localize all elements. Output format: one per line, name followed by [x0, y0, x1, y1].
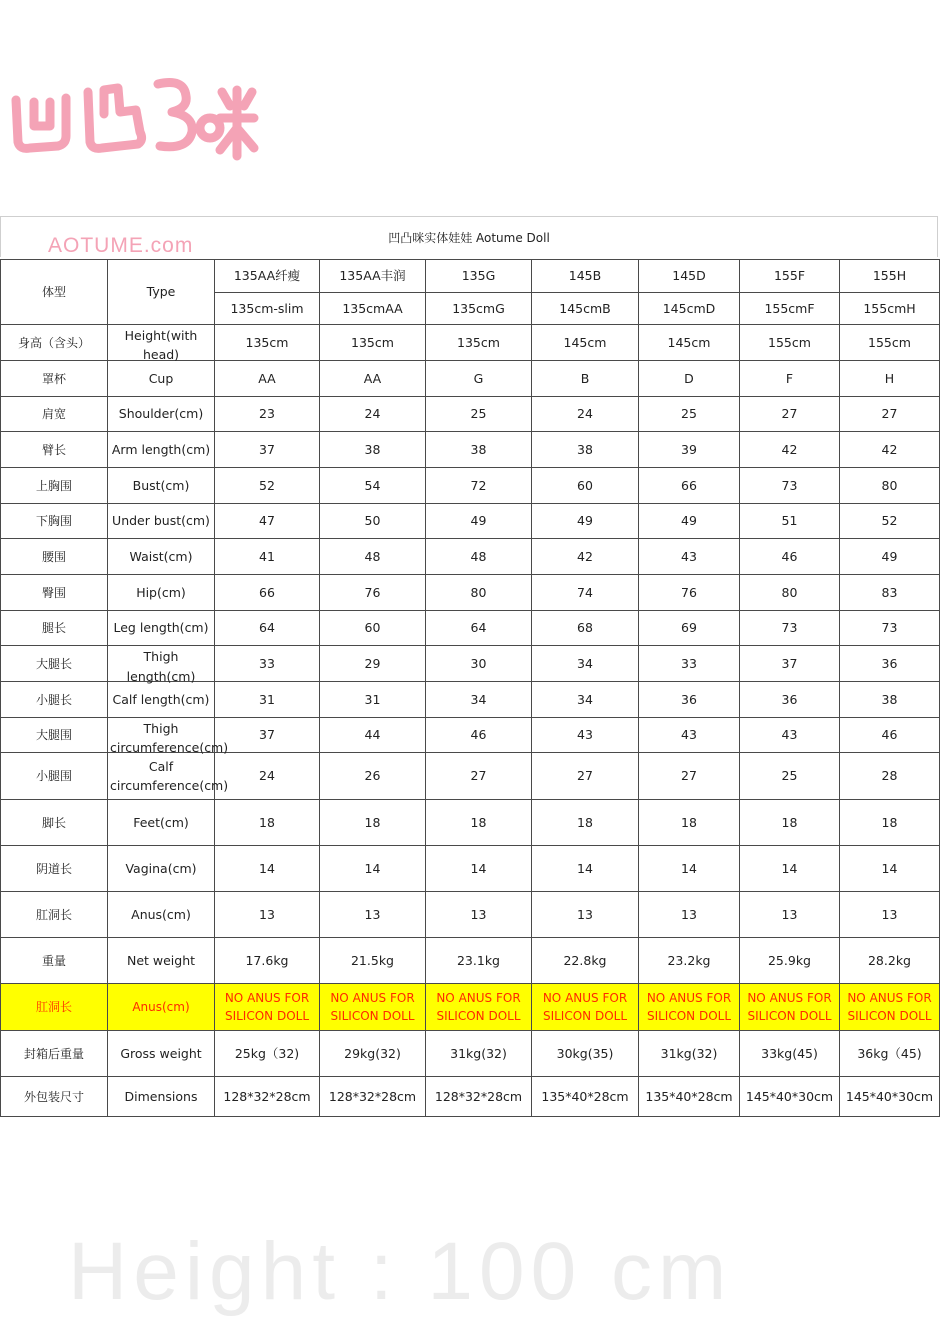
row-label-en: [108, 432, 215, 468]
cell-value: 29: [320, 646, 426, 682]
row-label-cn: 外包装尺寸: [1, 1077, 108, 1117]
row-label-en: [108, 539, 215, 575]
watermark: Height : 100 cm: [68, 1226, 733, 1317]
cell-value: 14: [532, 846, 639, 892]
cell-value: 37: [740, 646, 840, 682]
cell-value: 135*40*28cm: [532, 1077, 639, 1117]
row-label-en-text: Anus(cm): [132, 1000, 190, 1014]
header-row: [1, 260, 940, 293]
cell-value: 64: [215, 611, 320, 646]
header-model-sub: 135cm-slim: [215, 293, 320, 325]
header-model-sub: 135cmG: [426, 293, 532, 325]
row-label-en-text: Dimensions: [124, 1088, 198, 1104]
cell-value: 18: [320, 800, 426, 846]
row-label-en: [108, 938, 215, 984]
row-label-cn: 罩杯: [1, 361, 108, 397]
cell-value: 69: [639, 611, 740, 646]
row-label-en-text: Height(with head): [124, 327, 198, 362]
cell-value: NO ANUS FOR SILICON DOLL: [426, 984, 532, 1031]
cell-value: 33: [215, 646, 320, 682]
table-row: [1, 682, 940, 718]
row-label-cn: 小腿长: [1, 682, 108, 718]
cell-value: F: [740, 361, 840, 397]
cell-value: 44: [320, 718, 426, 753]
table-row: [1, 938, 940, 984]
cell-value: 74: [532, 575, 639, 611]
cell-value: B: [532, 361, 639, 397]
row-label-cn: 阴道长: [1, 846, 108, 892]
cell-value: NO ANUS FOR SILICON DOLL: [215, 984, 320, 1031]
row-label-en-text: Thigh circumference(cm): [110, 720, 229, 755]
row-label-cn: 臀围: [1, 575, 108, 611]
cell-value: 145*40*30cm: [840, 1077, 940, 1117]
cell-value: 28.2kg: [840, 938, 940, 984]
cell-value: 28: [840, 753, 940, 800]
row-label-en: [108, 504, 215, 539]
cell-value: 27: [840, 397, 940, 432]
cell-value: 23.2kg: [639, 938, 740, 984]
cell-value: 31kg(32): [639, 1031, 740, 1077]
row-label-cn: 肩宽: [1, 397, 108, 432]
cell-value: 46: [840, 718, 940, 753]
cell-value: 34: [532, 646, 639, 682]
row-label-en-text: Leg length(cm): [113, 620, 209, 635]
cell-value: NO ANUS FOR SILICON DOLL: [639, 984, 740, 1031]
cell-value: 38: [840, 682, 940, 718]
cell-value: 25: [639, 397, 740, 432]
cell-value: NO ANUS FOR SILICON DOLL: [840, 984, 940, 1031]
cell-value: 51: [740, 504, 840, 539]
cell-value: 48: [426, 539, 532, 575]
row-label-cn: 脚长: [1, 800, 108, 846]
row-label-en-text: Calf circumference(cm): [110, 759, 229, 793]
header-model: 135AA纤瘦: [215, 260, 320, 293]
cell-value: 60: [532, 468, 639, 504]
cell-value: NO ANUS FOR SILICON DOLL: [532, 984, 639, 1031]
cell-value: 42: [740, 432, 840, 468]
header-model-sub: 155cmF: [740, 293, 840, 325]
row-label-cn: 腿长: [1, 611, 108, 646]
cell-value: 66: [639, 468, 740, 504]
cell-value: 27: [426, 753, 532, 800]
cell-value: 13: [426, 892, 532, 938]
cell-value: 18: [840, 800, 940, 846]
table-row: [1, 984, 940, 1031]
cell-value: 155cm: [740, 325, 840, 361]
cell-value: 76: [639, 575, 740, 611]
row-label-en-text: Hip(cm): [136, 584, 186, 600]
cell-value: 13: [532, 892, 639, 938]
row-label-en: [108, 753, 229, 800]
cell-value: AA: [320, 361, 426, 397]
row-label-en-text: Calf length(cm): [112, 691, 210, 707]
cell-value: 80: [840, 468, 940, 504]
cell-value: 43: [532, 718, 639, 753]
row-label-en: [108, 468, 215, 504]
cell-value: AA: [215, 361, 320, 397]
table-row: [1, 892, 940, 938]
header-type-cn: 体型: [1, 260, 108, 325]
cell-value: 14: [215, 846, 320, 892]
cell-value: 27: [740, 397, 840, 432]
cell-value: 27: [532, 753, 639, 800]
row-label-en: [108, 984, 215, 1031]
row-label-cn: 肛洞长: [1, 984, 108, 1031]
row-label-cn: 臂长: [1, 432, 108, 468]
row-label-en: [108, 397, 215, 432]
header-model-sub: 155cmH: [840, 293, 940, 325]
cell-value: 128*32*28cm: [320, 1077, 426, 1117]
cell-value: 14: [840, 846, 940, 892]
cell-value: 31: [320, 682, 426, 718]
table-row: [1, 1031, 940, 1077]
cell-value: 14: [740, 846, 840, 892]
cell-value: 30kg(35): [532, 1031, 639, 1077]
cell-value: 145*40*30cm: [740, 1077, 840, 1117]
cell-value: 135cm: [320, 325, 426, 361]
brand-logo: [8, 70, 258, 257]
row-label-en-text: Feet(cm): [133, 814, 189, 830]
table-row: [1, 646, 940, 682]
row-label-cn: 小腿围: [1, 753, 108, 800]
table-row: [1, 539, 940, 575]
cell-value: 18: [215, 800, 320, 846]
cell-value: 38: [426, 432, 532, 468]
cell-value: 48: [320, 539, 426, 575]
cell-value: 80: [740, 575, 840, 611]
header-model-sub: 145cmD: [639, 293, 740, 325]
cell-value: 145cm: [639, 325, 740, 361]
row-label-en-text: Thigh length(cm): [126, 648, 196, 684]
cell-value: 13: [320, 892, 426, 938]
cell-value: 49: [426, 504, 532, 539]
cell-value: 36: [740, 682, 840, 718]
header-model: 155H: [840, 260, 940, 293]
cell-value: 68: [532, 611, 639, 646]
cell-value: D: [639, 361, 740, 397]
row-label-en: [108, 325, 215, 361]
cell-value: 66: [215, 575, 320, 611]
cell-value: 13: [740, 892, 840, 938]
header-model: 135AA丰润: [320, 260, 426, 293]
cell-value: 52: [840, 504, 940, 539]
cell-value: 46: [740, 539, 840, 575]
table-row: [1, 1077, 940, 1117]
cell-value: 37: [215, 718, 320, 753]
row-label-en-text: Arm length(cm): [111, 441, 211, 457]
table-row: [1, 504, 940, 539]
cell-value: 43: [639, 539, 740, 575]
row-label-en: [108, 1077, 215, 1117]
cell-value: 13: [215, 892, 320, 938]
cell-value: 42: [532, 539, 639, 575]
row-label-en-text: Vagina(cm): [125, 860, 197, 876]
cell-value: 73: [740, 611, 840, 646]
cell-value: 41: [215, 539, 320, 575]
table-row: [1, 325, 940, 361]
cell-value: 24: [320, 397, 426, 432]
cell-value: 64: [426, 611, 532, 646]
cell-value: 22.8kg: [532, 938, 639, 984]
row-label-cn: 重量: [1, 938, 108, 984]
logo-text: AOTUME.com: [48, 234, 194, 257]
cell-value: 50: [320, 504, 426, 539]
cell-value: 49: [532, 504, 639, 539]
row-label-en: [108, 800, 215, 846]
cell-value: 37: [215, 432, 320, 468]
table-row: [1, 718, 940, 753]
cell-value: 47: [215, 504, 320, 539]
cell-value: 17.6kg: [215, 938, 320, 984]
row-label-en: [108, 846, 215, 892]
cell-value: 38: [320, 432, 426, 468]
table-title: 凹凸咪实体娃娃 Aotume Doll: [0, 216, 938, 257]
row-label-en: [108, 892, 215, 938]
header-type-en: Type: [108, 260, 215, 325]
table-row: [1, 846, 940, 892]
header-model: 155F: [740, 260, 840, 293]
table-row: [1, 575, 940, 611]
cell-value: 42: [840, 432, 940, 468]
cell-value: 14: [639, 846, 740, 892]
cell-value: NO ANUS FOR SILICON DOLL: [320, 984, 426, 1031]
cell-value: 18: [426, 800, 532, 846]
cell-value: 43: [740, 718, 840, 753]
cell-value: 31: [215, 682, 320, 718]
cell-value: 25.9kg: [740, 938, 840, 984]
row-label-en: [108, 611, 215, 646]
cell-value: 25: [426, 397, 532, 432]
cell-value: 73: [840, 611, 940, 646]
row-label-en-text: Under bust(cm): [112, 513, 210, 528]
cell-value: 135cm: [426, 325, 532, 361]
cell-value: 73: [740, 468, 840, 504]
cell-value: 38: [532, 432, 639, 468]
cell-value: 76: [320, 575, 426, 611]
row-label-cn: 大腿长: [1, 646, 108, 682]
cell-value: 13: [840, 892, 940, 938]
cell-value: 60: [320, 611, 426, 646]
cell-value: 83: [840, 575, 940, 611]
row-label-en-text: Cup: [148, 370, 174, 386]
cell-value: 36: [639, 682, 740, 718]
row-label-en-text: Gross weight: [120, 1045, 202, 1061]
cell-value: 14: [320, 846, 426, 892]
cell-value: 27: [639, 753, 740, 800]
row-label-en: [108, 1031, 215, 1077]
cell-value: 80: [426, 575, 532, 611]
cell-value: 26: [320, 753, 426, 800]
table-row: [1, 468, 940, 504]
cell-value: 145cm: [532, 325, 639, 361]
row-label-en: [108, 646, 215, 682]
cell-value: 18: [532, 800, 639, 846]
aotume-logo-icon: [8, 70, 258, 165]
cell-value: 33: [639, 646, 740, 682]
row-label-cn: 肛洞长: [1, 892, 108, 938]
cell-value: 72: [426, 468, 532, 504]
cell-value: 155cm: [840, 325, 940, 361]
header-model: 145D: [639, 260, 740, 293]
row-label-cn: 下胸围: [1, 504, 108, 539]
table-row: [1, 361, 940, 397]
row-label-en-text: Anus(cm): [131, 906, 191, 922]
table-row: [1, 432, 940, 468]
header-model: 145B: [532, 260, 639, 293]
table-row: [1, 611, 940, 646]
cell-value: 36kg（45): [840, 1031, 940, 1077]
row-label-en-text: Net weight: [126, 952, 196, 968]
row-label-en: [108, 575, 215, 611]
row-label-en-text: Waist(cm): [129, 548, 193, 564]
cell-value: 128*32*28cm: [215, 1077, 320, 1117]
row-label-en: [108, 682, 215, 718]
table-row: [1, 397, 940, 432]
header-model: 135G: [426, 260, 532, 293]
cell-value: 30: [426, 646, 532, 682]
cell-value: 43: [639, 718, 740, 753]
row-label-cn: 腰围: [1, 539, 108, 575]
cell-value: 13: [639, 892, 740, 938]
cell-value: 23: [215, 397, 320, 432]
cell-value: 49: [639, 504, 740, 539]
header-model-sub: 135cmAA: [320, 293, 426, 325]
cell-value: 21.5kg: [320, 938, 426, 984]
cell-value: 33kg(45): [740, 1031, 840, 1077]
cell-value: 24: [532, 397, 639, 432]
cell-value: 135*40*28cm: [639, 1077, 740, 1117]
spec-table: [0, 259, 940, 1117]
header-model-sub: 145cmB: [532, 293, 639, 325]
cell-value: 29kg(32): [320, 1031, 426, 1077]
row-label-en: [108, 718, 229, 755]
cell-value: 24: [215, 753, 320, 800]
cell-value: G: [426, 361, 532, 397]
cell-value: 135cm: [215, 325, 320, 361]
row-label-en-text: Shoulder(cm): [118, 406, 204, 421]
cell-value: 39: [639, 432, 740, 468]
cell-value: 25: [740, 753, 840, 800]
cell-value: 36: [840, 646, 940, 682]
cell-value: 23.1kg: [426, 938, 532, 984]
row-label-cn: 封箱后重量: [1, 1031, 108, 1077]
cell-value: H: [840, 361, 940, 397]
cell-value: 54: [320, 468, 426, 504]
cell-value: 25kg（32): [215, 1031, 320, 1077]
cell-value: 18: [740, 800, 840, 846]
row-label-cn: 身高（含头）: [1, 325, 108, 361]
cell-value: 31kg(32): [426, 1031, 532, 1077]
cell-value: 128*32*28cm: [426, 1077, 532, 1117]
table-row: [1, 753, 940, 800]
row-label-cn: 上胸围: [1, 468, 108, 504]
cell-value: 34: [426, 682, 532, 718]
cell-value: 34: [532, 682, 639, 718]
table-row: [1, 800, 940, 846]
cell-value: 18: [639, 800, 740, 846]
cell-value: NO ANUS FOR SILICON DOLL: [740, 984, 840, 1031]
cell-value: 14: [426, 846, 532, 892]
row-label-en-text: Bust(cm): [132, 477, 190, 493]
cell-value: 49: [840, 539, 940, 575]
row-label-en: [108, 361, 215, 397]
cell-value: 46: [426, 718, 532, 753]
row-label-cn: 大腿围: [1, 718, 108, 753]
cell-value: 52: [215, 468, 320, 504]
